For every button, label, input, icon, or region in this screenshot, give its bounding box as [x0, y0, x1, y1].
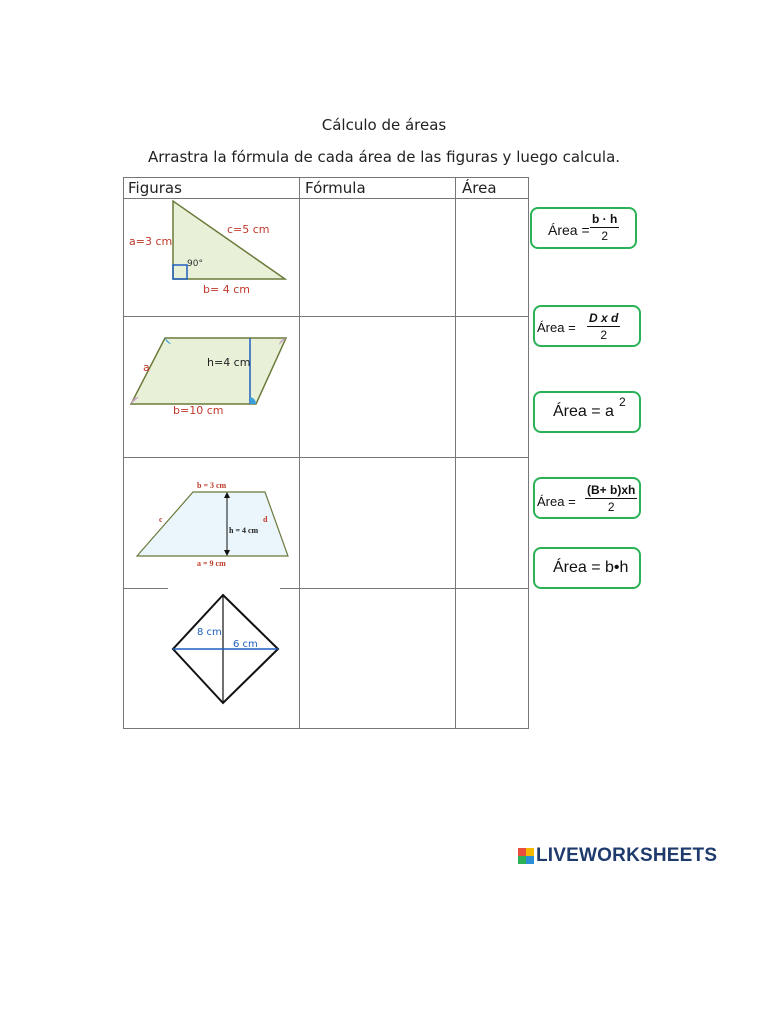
liveworksheets-brand — [518, 845, 717, 867]
formula-card-fraction: $\frac{\text{D x d}}{2}$ — [589, 311, 619, 342]
parallelogram-figure — [125, 317, 297, 429]
rhombus-figure — [125, 589, 297, 727]
formula-card-fraction: $\frac{(B+ b)xh}{2}$ — [587, 483, 636, 514]
formula-card-trapezoid[interactable] — [533, 477, 641, 519]
formula-card-exponent: 2 — [619, 395, 626, 409]
rhombus-horizontal-diagonal-label: 6 cm — [233, 639, 258, 650]
trapezoid-height-label: h = 4 cm — [229, 526, 259, 535]
column-header-figuras: Figuras — [128, 179, 182, 197]
formula-card-square[interactable] — [533, 391, 641, 433]
formula-card-prefix: Área = — [537, 494, 576, 509]
brand-text: LIVEWORKSHEETS — [536, 845, 718, 866]
trapezoid-left-label: c — [159, 515, 163, 524]
formula-card-fraction: $\frac{b \cdot h}{2}$ — [592, 212, 618, 243]
formula-card-prefix: Área = — [548, 222, 590, 238]
column-header-formula: Fórmula — [305, 179, 366, 197]
right-triangle-figure — [125, 199, 297, 315]
triangle-side-c-label: c=5 cm — [227, 223, 270, 236]
worksheet-title: Cálculo de áreas — [321, 116, 447, 134]
formula-card-triangle[interactable] — [530, 207, 637, 249]
formula-card-rhombus[interactable] — [533, 305, 641, 347]
formula-card-prefix: Área = a — [553, 403, 614, 420]
trapezoid-right-label: d — [263, 515, 268, 524]
rhombus-vertical-diagonal-label: 8 cm — [197, 627, 222, 638]
formula-card-parallelogram[interactable] — [533, 547, 641, 589]
column-header-area: Área — [462, 179, 497, 197]
worksheet-instruction: Arrastra la fórmula de cada área de las figuras y luego calcula. — [147, 148, 621, 166]
trapezoid-bottom-label: a = 9 cm — [197, 559, 226, 568]
trapezoid-top-label: b = 3 cm — [197, 481, 227, 490]
parallelogram-height-label: h=4 cm — [207, 356, 251, 369]
liveworksheets-logo-icon — [518, 848, 534, 864]
formula-card-prefix: Área = b•h — [553, 559, 629, 576]
triangle-base-label: b= 4 cm — [203, 283, 250, 296]
formula-card-prefix: Área = — [537, 320, 576, 335]
trapezoid-figure — [125, 458, 297, 586]
triangle-side-a-label: a=3 cm — [129, 235, 173, 248]
parallelogram-side-label: a — [143, 361, 150, 374]
triangle-angle-label: 90° — [187, 259, 203, 269]
parallelogram-base-label: b=10 cm — [173, 404, 224, 417]
